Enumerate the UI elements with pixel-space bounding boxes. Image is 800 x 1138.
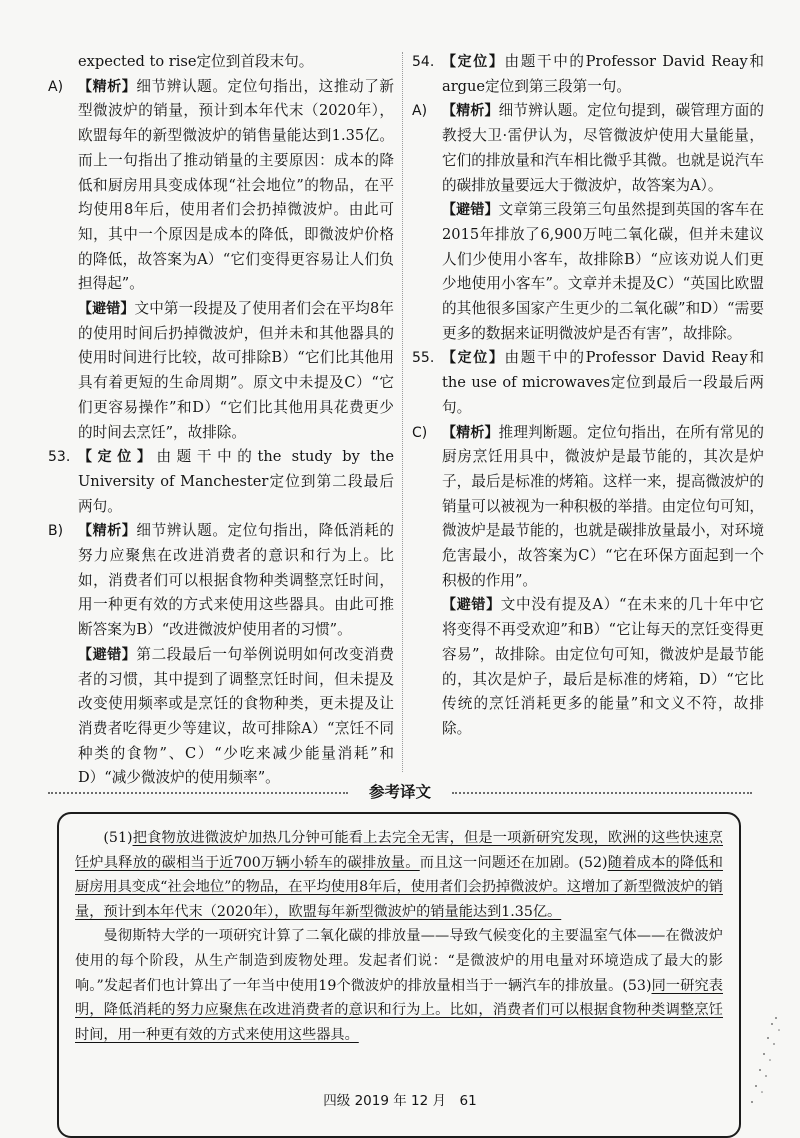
reference-text: 曼彻斯特大学的一项研究计算了二氧化碳的排放量——导致气候变化的主要温室气体——在微波炉使用的每个阶段，从生产制造到废物处理。发起者们说：“是微波炉的用电量对环境造成了最大的影响。”发起者们也计算出了一年当中使用19个微波炉的排放量相当于一辆汽车的排放量。(53): [75, 928, 723, 994]
right-p4: [412, 346, 764, 420]
analysis-tag: 【精析】: [442, 103, 499, 120]
reference-paragraph-1: [75, 826, 723, 924]
analysis-tag: 【精析】: [78, 78, 137, 95]
left-column: [48, 50, 394, 791]
reference-heading: 参考译文: [368, 783, 431, 801]
locate-text: 由题干中的Professor David Reay和the use of microwaves定位到最后一段最后两句。: [442, 349, 764, 416]
question-number: 54.: [412, 54, 435, 70]
locate-tag: 【定位】: [78, 449, 157, 466]
answer-marker: C): [412, 424, 428, 441]
page-footer: 四级 2019 年 12 月 61: [323, 1093, 477, 1109]
locate-tag: 【定位】: [442, 350, 505, 367]
locate-text: 由题干中的Professor David Reay和argue定位到第三段第一句。: [442, 53, 764, 95]
left-p5: [48, 643, 394, 791]
left-p0: [48, 50, 394, 75]
left-p3: [48, 445, 394, 519]
analysis-text: 细节辨认题。定位句指出，降低消耗的努力应聚焦在改进消费者的意识和行为上。比如，消费者们可以根据食物种类调整烹饪时间，用一种更有效的方式来使用这些器具。由此可推断答案为B）“改进微波炉使用者的习惯”。: [78, 522, 394, 639]
underlined-sentence: 这增加了新型微波炉的销量，预计到本年代末（2020年），欧盟每年新型微波炉的销量能达到1.35亿。: [75, 879, 723, 920]
left-p2: [48, 297, 394, 445]
left-p0-text: expected to rise定位到首段末句。: [78, 53, 314, 70]
avoid-error-text: 文章第三段第三句虽然提到英国的客车在2015年排放了6,900万吨二氧化碳，但并未建议人们少使用小客车，故排除B）“应该劝说人们更少地使用小客车”。文章并未提及C）“英国比欧盟的其他很多国家产生更少的二氧化碳”和D）“需要更多的数据来证明微波炉是否有害”，故排除。: [442, 201, 764, 342]
right-p6: [412, 593, 764, 741]
reference-paragraph-2: [75, 924, 723, 1047]
answer-marker: B): [48, 523, 64, 540]
avoid-error-tag: 【避错】: [78, 646, 137, 663]
right-p2: [412, 99, 764, 198]
underlined-sentence: 同一研究表明，降低消耗的努力应聚焦在改进消费者的意识和行为上。比如，消费者们可以根据食物种类调整烹饪时间，用一种更有效的方式来使用这些器具。: [75, 977, 723, 1043]
right-p1: [412, 50, 764, 99]
analysis-text: 推理判断题。定位句指出，在所有常见的厨房烹饪用具中，微波炉是最节能的，其次是炉子，最后是标准的烤箱。这样一来，提高微波炉的销量可以被视为一种积极的举措。由定位句可知，微波炉是最节能的，也就是碳排放量最小，对环境危害最小，故答案为C）“它在环保方面起到一个积极的作用”。: [442, 423, 764, 589]
underlined-sentence: 把食物放进微波炉加热几分钟可能看上去完全无害，但是一项新研究发现，欧洲的这些快速烹饪炉具释放的碳相当于近700万辆小轿车的碳排放量。: [75, 830, 723, 871]
analysis-tag: 【精析】: [442, 424, 499, 441]
underlined-sentence: 随着成本的降低和厨房用具变成“社会地位”的物品，在平均使用8年后，使用者们会扔掉微波炉。: [75, 854, 723, 896]
analysis-text: 细节辨认题。定位句指出，这推动了新型微波炉的销量，预计到本年代末（2020年），欧盟每年的新型微波炉的销售量能达到1.35亿。而上一句指出了推动销量的主要原因：成本的降低和厨房用具变成体现“社会地位”的物品，在平均使用8年后，使用者们会扔掉微波炉。由此可知，其中一个原因是成本的降低，即微波炉价格的降低，故答案为A）“它们变得更容易让人们负担得起”。: [78, 77, 394, 293]
locate-text: 由题干中的the study by the University of Manchester定位到第二段最后两句。: [78, 448, 394, 515]
avoid-error-tag: 【避错】: [442, 597, 501, 614]
avoid-error-tag: 【避错】: [442, 202, 499, 219]
column-divider: [402, 52, 403, 772]
analysis-text: 细节辨认题。定位句提到，碳管理方面的教授大卫·雷伊认为，尽管微波炉使用大量能量，它们的排放量和汽车相比微乎其微。也就是说汽车的碳排放量要远大于微波炉，故答案为A）。: [442, 102, 764, 194]
question-number: 55.: [412, 350, 435, 367]
avoid-error-text: 文中第一段提及了使用者们会在平均8年的使用时间后扔掉微波炉，但并未和其他器具的使用时间进行比较，故可排除B）“它们比其他用具有着更短的生命周期”。原文中未提及C）“它们更容易操作”和D）“它们比其他用具花费更少的时间去烹饪”，故排除。: [78, 300, 394, 441]
right-p3: [412, 198, 764, 346]
reference-text: 而且这一问题还在加剧。(52): [419, 854, 608, 871]
analysis-tag: 【精析】: [78, 523, 137, 540]
answer-marker: A): [412, 103, 428, 120]
avoid-error-tag: 【避错】: [78, 301, 135, 318]
left-p4: [48, 519, 394, 643]
reference-text: (51): [103, 830, 133, 846]
avoid-error-text: 文中没有提及A）“在未来的几十年中它将变得不再受欢迎”和B）“它让每天的烹饪变得更容易”，故排除。由定位句可知，微波炉是最节能的，其次是炉子，最后是标准的烤箱，D）“它比传统的烹饪消耗更多的能量”和文义不符，故排除。: [442, 596, 764, 737]
answer-marker: A): [48, 78, 64, 95]
question-number: 53.: [48, 449, 71, 466]
scan-noise-decoration: [746, 1010, 786, 1110]
locate-tag: 【定位】: [442, 54, 505, 70]
avoid-error-text: 第二段最后一句举例说明如何改变消费者的习惯，其中提到了调整烹饪时间，但未提及改变使用频率或是烹饪的食物种类，更未提及让消费者吃得更少等建议，故可排除A）“烹饪不同种类的食物”、C）“少吃来减少能量消耗”和D）“减少微波炉的使用频率”。: [78, 645, 394, 787]
right-p5: [412, 421, 764, 594]
left-p1: [48, 75, 394, 297]
right-column: [412, 50, 764, 742]
